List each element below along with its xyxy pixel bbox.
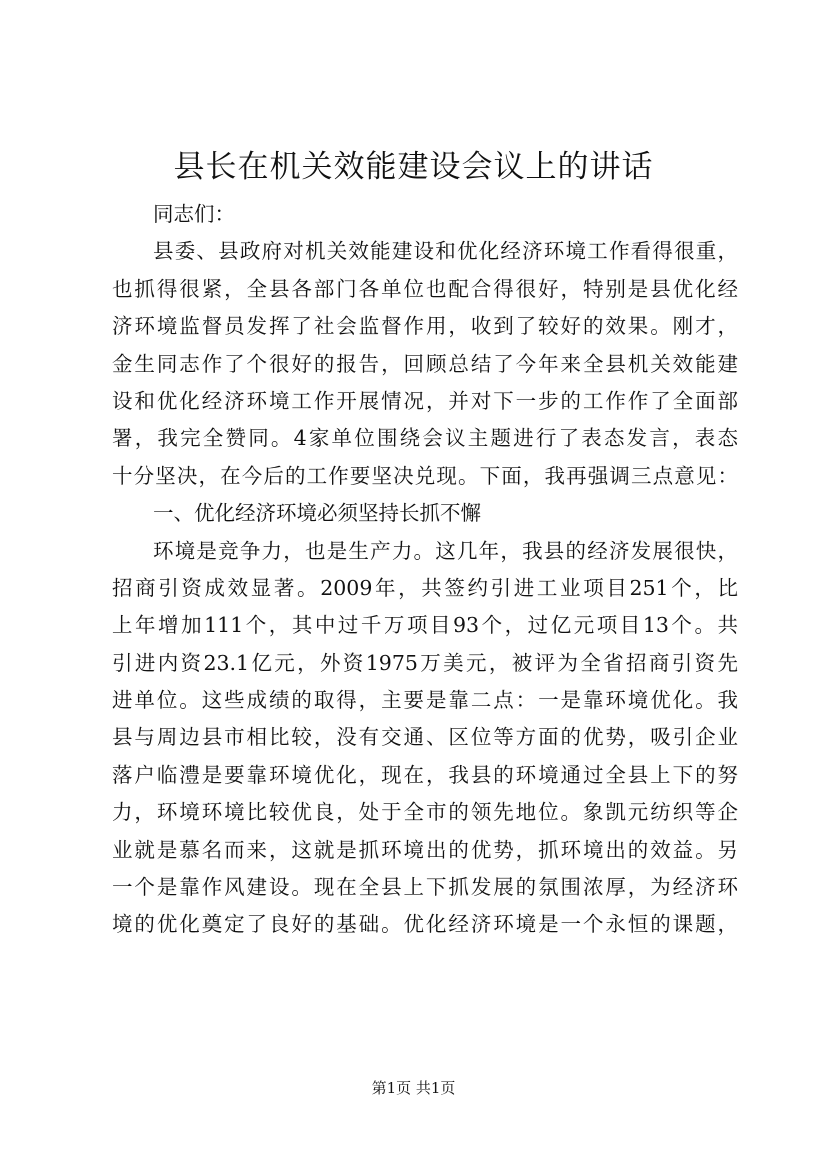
body-line: 引进内资23.1亿元，外资1975万美元，被评为全省招商引资先 xyxy=(112,650,738,675)
page-number-footer: 第1页 共1页 xyxy=(371,1079,456,1097)
body-line: 力，环境环境比较优良，处于全市的领先地位。象凯元纺织等企 xyxy=(112,800,738,825)
body-line: 十分坚决，在今后的工作要坚决兑现。下面，我再强调三点意见： xyxy=(112,463,738,488)
body-line: 也抓得很紧，全县各部门各单位也配合得很好，特别是县优化经 xyxy=(112,276,738,301)
document-body xyxy=(112,196,738,944)
body-line: 境的优化奠定了良好的基础。优化经济环境是一个永恒的课题， xyxy=(112,912,738,937)
body-line: 县与周边县市相比较，没有交通、区位等方面的优势，吸引企业 xyxy=(112,725,738,750)
salutation-line: 同志们： xyxy=(153,202,235,226)
body-line: 县委、县政府对机关效能建设和优化经济环境工作看得很重， xyxy=(153,239,738,264)
body-line: 署，我完全赞同。4家单位围绕会议主题进行了表态发言，表态 xyxy=(112,426,738,451)
body-line: 上年增加111个，其中过千万项目93个，过亿元项目13个。共 xyxy=(112,613,738,638)
body-line: 环境是竞争力，也是生产力。这几年，我县的经济发展很快， xyxy=(153,538,738,563)
body-line: 金生同志作了个很好的报告，回顾总结了今年来全县机关效能建 xyxy=(112,351,738,376)
body-line: 一个是靠作风建设。现在全县上下抓发展的氛围浓厚，为经济环 xyxy=(112,875,738,900)
document-title: 县长在机关效能建设会议上的讲话 xyxy=(173,149,654,185)
body-line: 设和优化经济环境工作开展情况，并对下一步的工作作了全面部 xyxy=(112,388,738,413)
section-heading: 一、优化经济环境必须坚持长抓不懈 xyxy=(153,501,481,526)
body-line: 招商引资成效显著。2009年，共签约引进工业项目251个，比 xyxy=(112,575,738,600)
body-line: 业就是慕名而来，这就是抓环境出的优势，抓环境出的效益。另 xyxy=(112,837,738,862)
body-line: 进单位。这些成绩的取得，主要是靠二点：一是靠环境优化。我 xyxy=(112,688,738,713)
body-line: 济环境监督员发挥了社会监督作用，收到了较好的效果。刚才， xyxy=(112,314,738,339)
body-line: 落户临澧是要靠环境优化，现在，我县的环境通过全县上下的努 xyxy=(112,762,738,787)
